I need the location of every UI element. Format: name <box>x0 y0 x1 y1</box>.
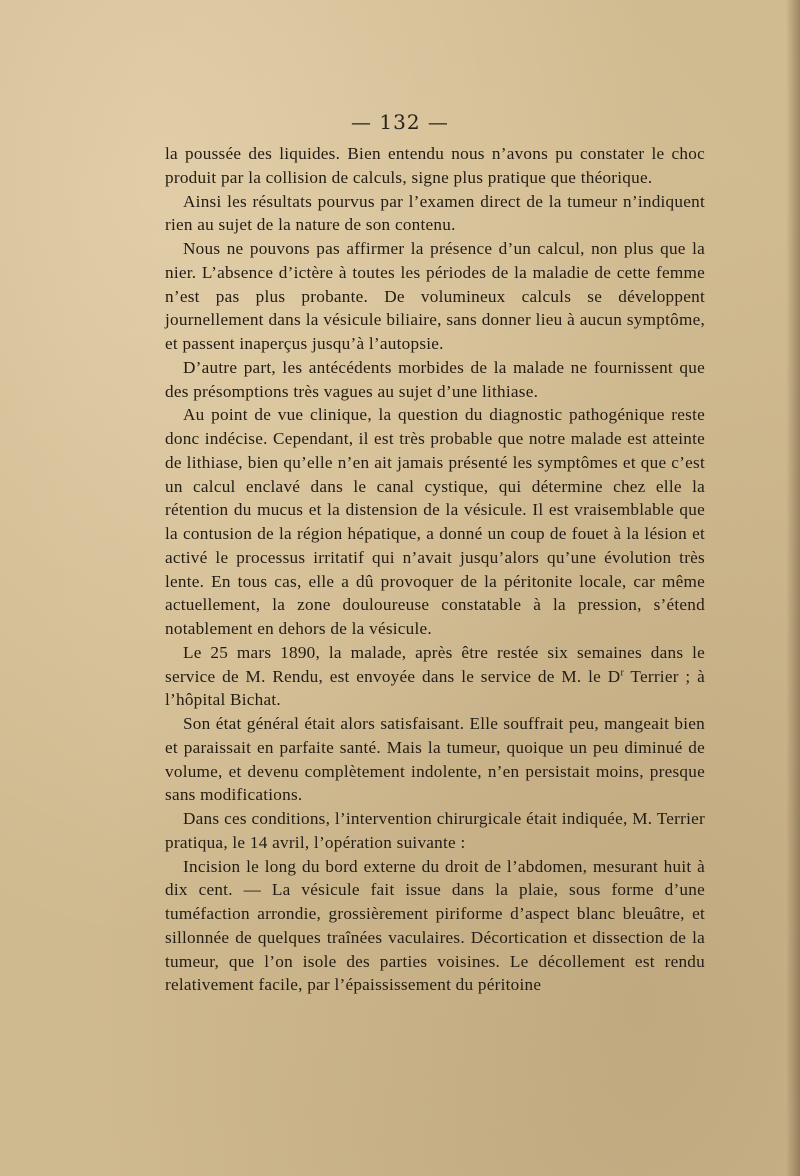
paragraph-6-main: Le 25 mars 1890, la malade, après être restée six semaines dans le service de M. Rendu, est envoyée dans le service de M. le D <box>165 642 705 686</box>
paragraph-3: Nous ne pouvons pas affirmer la présence d’un calcul, non plus que la nier. L’absence d’ictère à toutes les périodes de la maladie de cette femme n’est pas plus probante. De volumineux calculs se développent journellement dans la vésicule biliaire, sans donner lieu à aucun symptôme, et passent inaperçus jusqu’à l’autopsie. <box>165 239 705 353</box>
paragraph-8: Dans ces conditions, l’intervention chirurgicale était indiquée, M. Terrier pratiqua, le 14 avril, l’opération suivante : <box>165 809 705 852</box>
paragraph-7: Son état général était alors satisfaisant. Elle souffrait peu, mangeait bien et paraissait en parfaite santé. Mais la tumeur, quoique un peu diminué de volume, et devenu complètement indolente, n’en persistait moins, presque sans modifications. <box>165 714 705 805</box>
paragraph-2: Ainsi les résultats pourvus par l’examen direct de la tumeur n’indiquent rien au sujet de la nature de son contenu. <box>165 191 705 235</box>
paragraph-1: la poussée des liquides. Bien entendu nous n’avons pu constater le choc produit par la collision de calculs, signe plus pratique que théorique. <box>165 144 705 187</box>
body-text <box>165 142 705 997</box>
paragraph-5: Au point de vue clinique, la question du diagnostic pathogénique reste donc indécise. Cependant, il est très probable que notre malade est atteinte de lithiase, bien qu’elle n’en ait jamais présenté les symptômes et que c’est un calcul enclavé dans le canal cystique, qui détermine chez elle la rétention du mucus et la distension de la vésicule. Il est vraisemblable que la contusion de la région hépatique, a donné un coup de fouet à la lésion et activé le processus irritatif qui n’avait jusqu’alors qu’une évolution très lente. En tous cas, elle a dû provoquer de la péritonite locale, car même actuellement, la zone douloureuse constatable à la pression, s’étend notablement en dehors de la vésicule. <box>165 405 705 638</box>
doctor-abbrev-superscript: r <box>620 666 625 678</box>
page-number: — 132 — <box>351 110 449 134</box>
paragraph-6 <box>165 641 705 712</box>
paragraph-9: Incision le long du bord externe du droit de l’abdomen, mesurant huit à dix cent. — La vésicule fait issue dans la plaie, sous forme d’une tuméfaction arrondie, grossièrement piriforme d’aspect blanc bleuâtre, et sillonnée de quelques traînées vaculaires. Décortication et dissection de la tumeur, que l’on isole des parties voisines. Le décollement est rendu relativement facile, par l’épaississement du péritoine <box>165 856 705 995</box>
paragraph-6-tail: Terrier ; à l’hôpital Bichat. <box>165 666 705 710</box>
page-edge-shadow <box>786 0 800 1176</box>
paragraph-4: D’autre part, les antécédents morbides de la malade ne fournissent que des présomptions très vagues au sujet d’une lithiase. <box>165 357 705 401</box>
